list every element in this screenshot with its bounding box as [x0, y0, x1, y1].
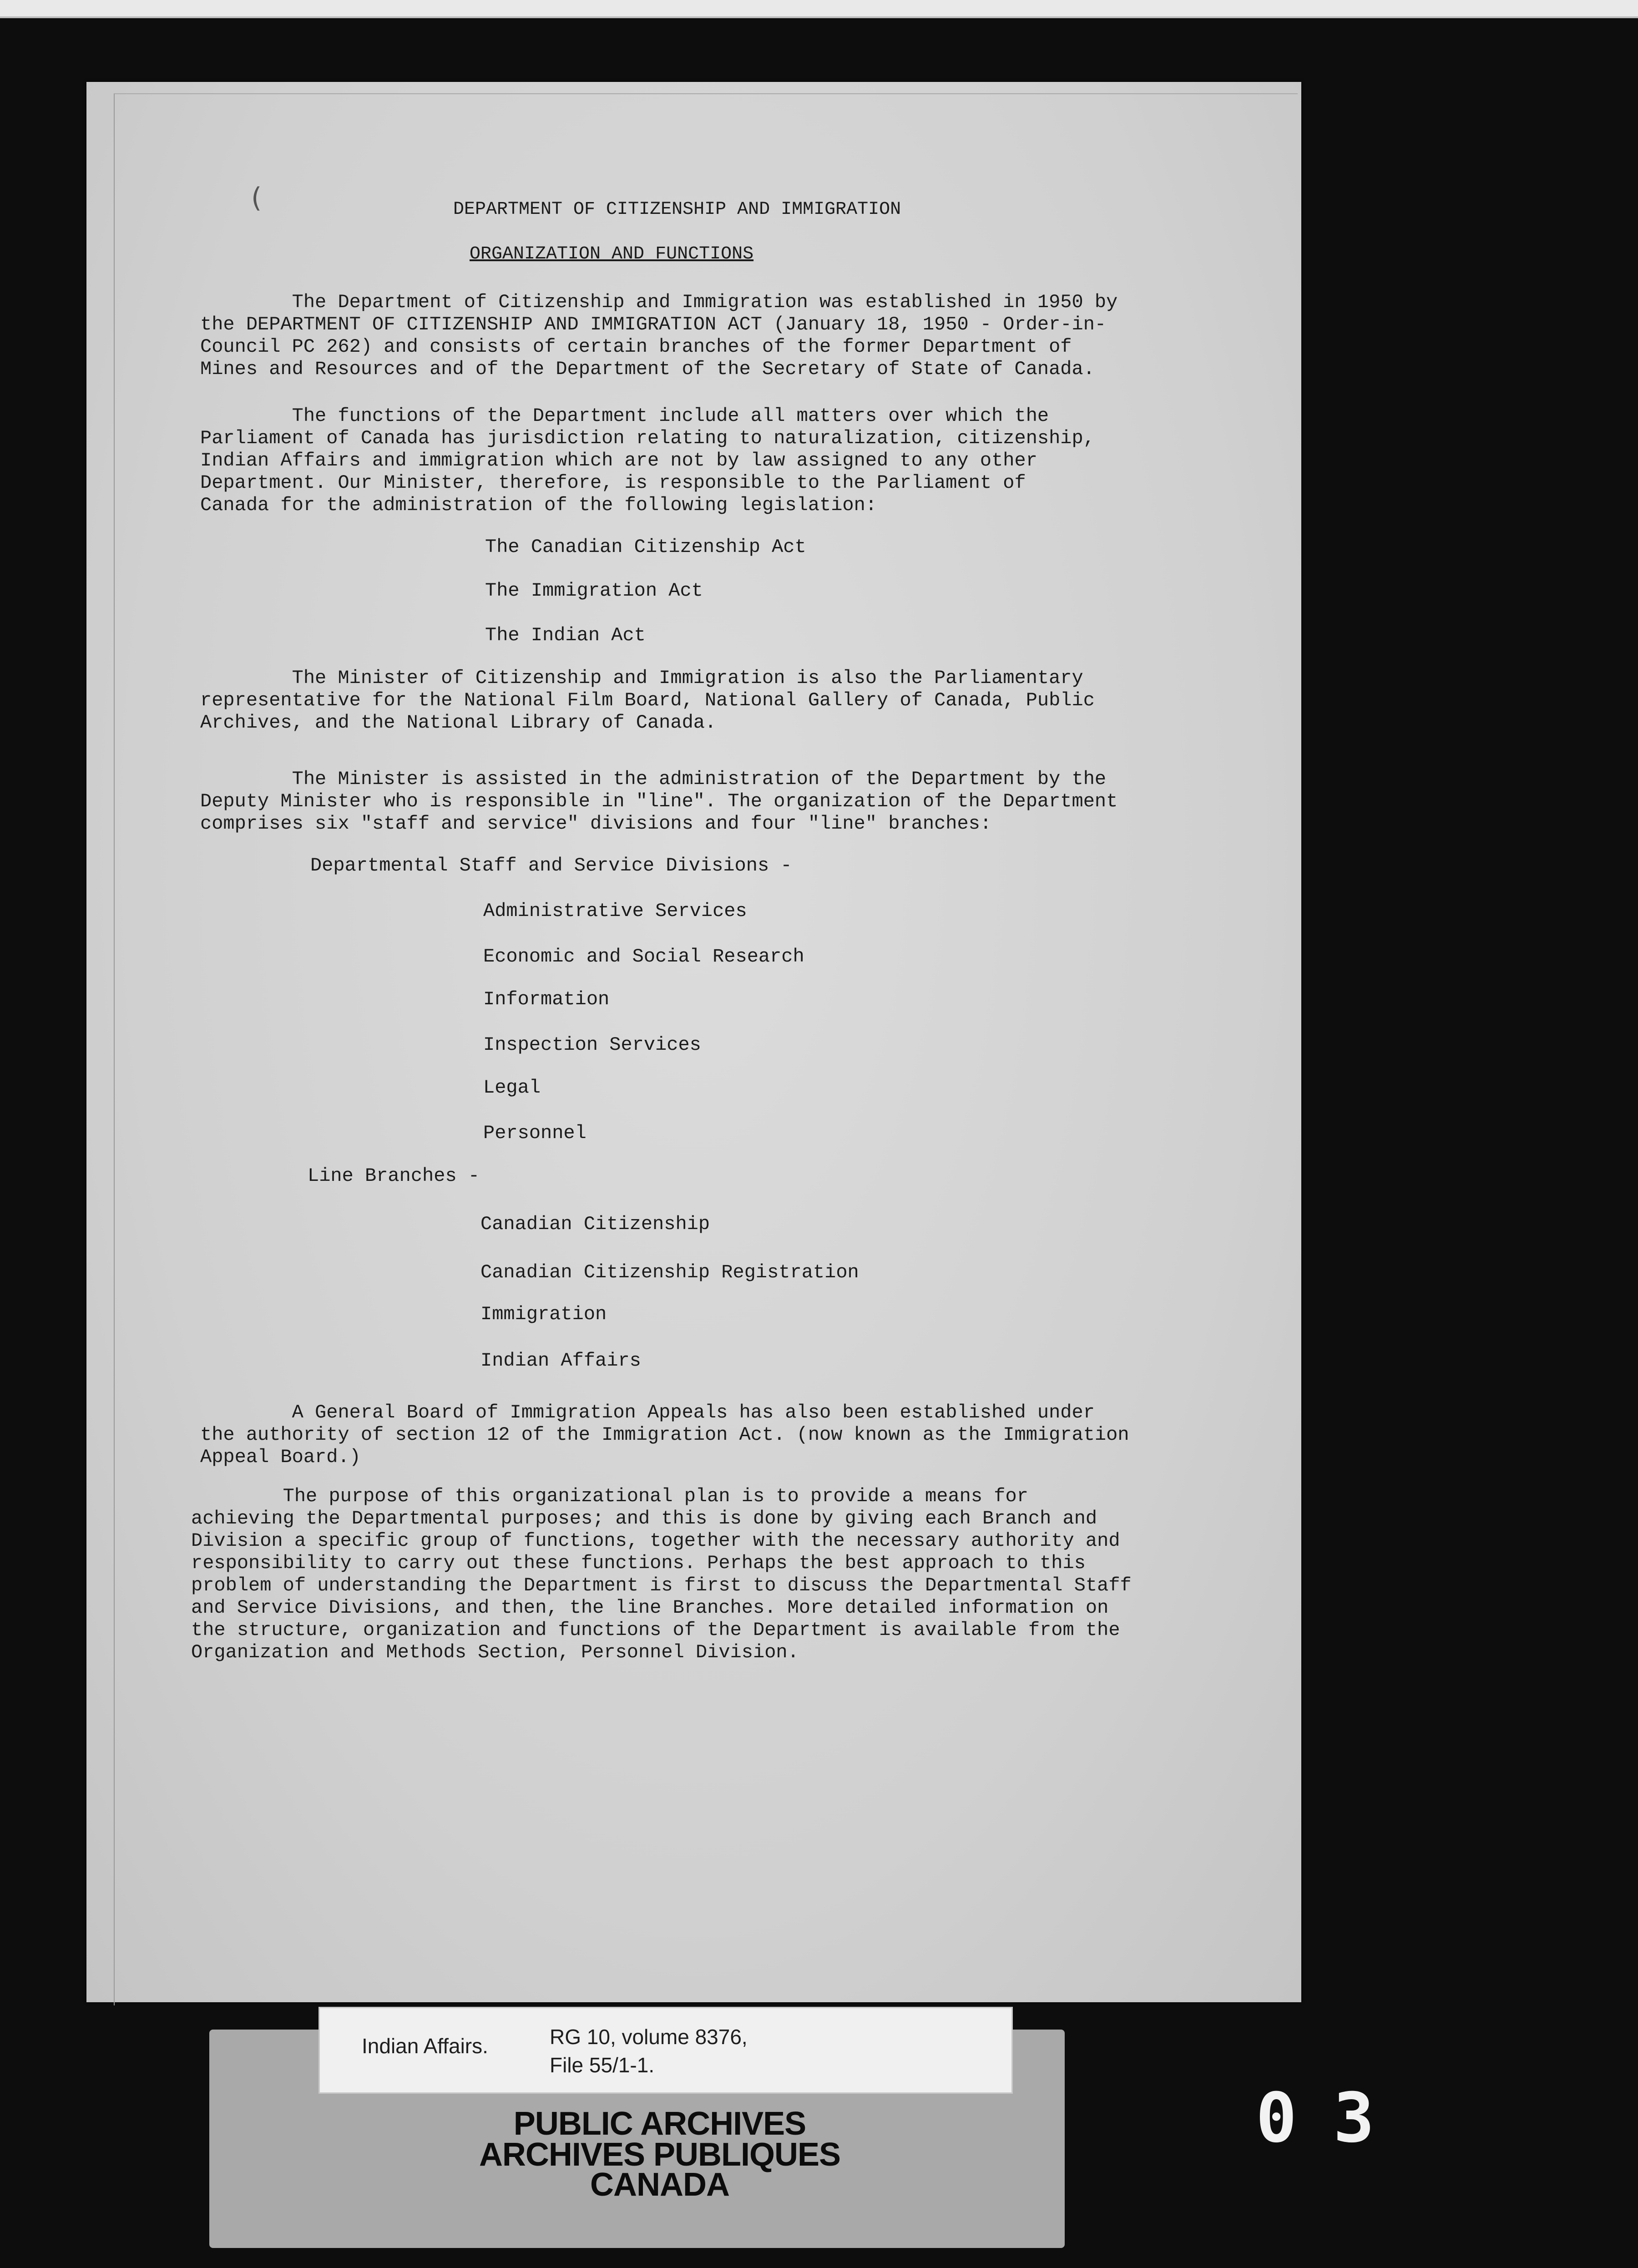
- paragraph-line: Parliament of Canada has jurisdiction relating to naturalization, citizenship,: [200, 427, 1095, 449]
- paragraph-line: Deputy Minister who is responsible in "line". The organization of the Department: [200, 790, 1118, 812]
- paragraph-line: Organization and Methods Section, Personnel Division.: [191, 1641, 799, 1663]
- paragraph-functions: [200, 405, 1095, 516]
- staff-division-item: Inspection Services: [483, 1034, 701, 1056]
- paragraph-line: achieving the Departmental purposes; and this is done by giving each Branch and: [191, 1508, 1097, 1529]
- label-source: Indian Affairs.: [362, 2034, 488, 2058]
- paragraph-appeals: [200, 1402, 1129, 1468]
- label-reference-line1: RG 10, volume 8376,: [550, 2025, 748, 2049]
- staff-division-item: Personnel: [483, 1122, 586, 1144]
- paragraph-line: the DEPARTMENT OF CITIZENSHIP AND IMMIGRATION ACT (January 18, 1950 - Order-in-: [200, 314, 1107, 335]
- paragraph-line: The Minister of Citizenship and Immigration is also the Parliamentary: [200, 667, 1083, 689]
- paragraph-line: Indian Affairs and immigration which are not by law assigned to any other: [200, 450, 1037, 471]
- paper-mark: (: [251, 182, 262, 214]
- label-reference-line2: File 55/1-1.: [550, 2053, 655, 2077]
- legislation-item: The Indian Act: [485, 624, 646, 646]
- line-branches-heading: Line Branches -: [308, 1165, 480, 1187]
- paragraph-line: The functions of the Department include all matters over which the: [200, 405, 1049, 427]
- paragraph-purpose: [191, 1485, 1132, 1664]
- file-reference-label: [318, 2007, 1013, 2094]
- paragraph-line: Archives, and the National Library of Canada.: [200, 712, 717, 734]
- paragraph-line: Council PC 262) and consists of certain branches of the former Department of: [200, 336, 1072, 358]
- document-subtitle: ORGANIZATION AND FUNCTIONS: [470, 244, 754, 264]
- paragraph-line: The purpose of this organizational plan is to provide a means for: [191, 1485, 1028, 1507]
- staff-division-item: Administrative Services: [483, 900, 747, 922]
- line-branch-item: Immigration: [480, 1303, 607, 1325]
- archive-stamp-line: CANADA: [590, 2167, 729, 2203]
- paragraph-line: the structure, organization and functions of the Department is available from the: [191, 1619, 1120, 1641]
- paragraph-line: Appeal Board.): [200, 1446, 361, 1468]
- paragraph-line: The Department of Citizenship and Immigration was established in 1950 by: [200, 291, 1118, 313]
- paragraph-line: and Service Divisions, and then, the line Branches. More detailed information on: [191, 1597, 1109, 1619]
- paragraph-minister: [200, 667, 1095, 734]
- staff-divisions-heading: Departmental Staff and Service Divisions -: [310, 855, 792, 876]
- line-branch-item: Canadian Citizenship: [480, 1213, 710, 1235]
- paragraph-line: Division a specific group of functions, together with the necessary authority and: [191, 1530, 1120, 1552]
- legislation-item: The Immigration Act: [485, 580, 703, 602]
- frame-digit: 0: [1256, 2079, 1297, 2158]
- paragraph-line: Canada for the administration of the following legislation:: [200, 494, 877, 516]
- legislation-item: The Canadian Citizenship Act: [485, 536, 806, 558]
- document-title: DEPARTMENT OF CITIZENSHIP AND IMMIGRATION: [453, 199, 901, 220]
- paragraph-line: A General Board of Immigration Appeals has also been established under: [200, 1402, 1095, 1423]
- archive-stamp-line: PUBLIC ARCHIVES: [513, 2106, 806, 2142]
- archive-stamp-line: ARCHIVES PUBLIQUES: [479, 2136, 841, 2173]
- line-branch-item: Indian Affairs: [480, 1350, 641, 1372]
- frame-counter: [1256, 2079, 1375, 2158]
- paragraph-line: responsibility to carry out these functions. Perhaps the best approach to this: [191, 1552, 1086, 1574]
- paragraph-line: representative for the National Film Board, National Gallery of Canada, Public: [200, 689, 1095, 711]
- paragraph-line: problem of understanding the Department is first to discuss the Departmental Staff: [191, 1574, 1132, 1596]
- paragraph-line: comprises six "staff and service" divisions and four "line" branches:: [200, 813, 992, 835]
- paragraph-organization: [200, 768, 1117, 835]
- paragraph-line: the authority of section 12 of the Immigration Act. (now known as the Immigration: [200, 1424, 1129, 1446]
- paragraph-establishment: [200, 291, 1117, 380]
- line-branch-item: Canadian Citizenship Registration: [480, 1261, 859, 1283]
- staff-division-item: Legal: [483, 1077, 541, 1099]
- paragraph-line: The Minister is assisted in the administration of the Department by the: [200, 768, 1107, 790]
- paragraph-line: Mines and Resources and of the Department of the Secretary of State of Canada.: [200, 358, 1095, 380]
- staff-division-item: Economic and Social Research: [483, 946, 804, 967]
- paragraph-line: Department. Our Minister, therefore, is responsible to the Parliament of: [200, 472, 1026, 494]
- staff-division-item: Information: [483, 988, 610, 1010]
- frame-digit: 3: [1333, 2079, 1375, 2158]
- film-top-strip: [0, 0, 1638, 18]
